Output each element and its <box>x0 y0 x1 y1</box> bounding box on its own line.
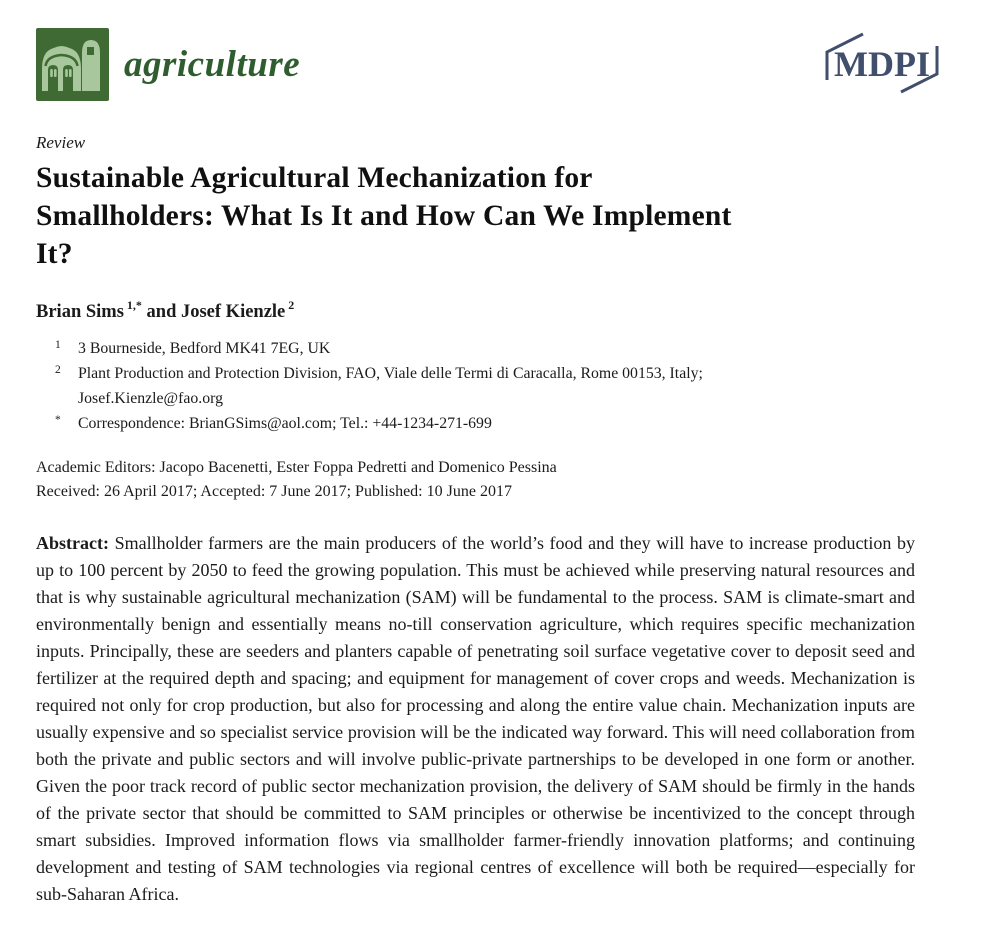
authors-connector: and <box>146 302 177 323</box>
affiliation-marker: 1 <box>55 339 61 352</box>
abstract-paragraph <box>36 530 915 908</box>
author-sup-2: 2 <box>288 298 295 312</box>
affiliation-line: Plant Production and Protection Division, FAO, Viale delle Termi di Caracalla, Rome 00153, Italy; <box>78 365 703 383</box>
affiliation-row <box>36 361 915 411</box>
authors-line <box>36 299 915 323</box>
correspondence-marker: * <box>55 414 61 427</box>
affiliation-marker: 2 <box>55 364 61 377</box>
abstract-text: Smallholder farmers are the main producers of the world’s food and they will have to increase production by up to 100 percent by 2050 to feed the growing population. This must be achieved while preserving natural resources and that is why sustainable agricultural mechanization (SAM) will be fundamental to the process. SAM is climate-smart and environmentally benign and essentially means no-till conservation agriculture, which requires specific mechanization inputs. Principally, these are seeders and planters capable of penetrating soil surface vegetative cover to deposit seed and fertilizer at the required depth and spacing; and equipment for management of cover crops and weeds. Mechanization is required not only for crop production, but also for processing and along the entire value chain. Mechanization inputs are usually expensive and so specialist service provision will be the indicated way forward. This will need collaboration from both the private and public sectors and will involve public-private partnerships to be developed in one form or another. Given the poor track record of public sector mechanization provision, the delivery of SAM should be firmly in the hands of the private sector that should be committed to SAM principles or otherwise be incentivized to the concept through smart subsidies. Improved information flows via smallholder farmer-friendly innovation platforms; and continuing development and testing of SAM technologies via regional centres of excellence will both be required—especially for sub-Saharan Africa. <box>36 533 916 905</box>
article-type-label: Review <box>36 133 86 152</box>
author-name-2: Josef Kienzle <box>180 302 286 323</box>
affiliation-line: 3 Bourneside, Bedford MK41 7EG, UK <box>78 340 331 358</box>
abstract-label: Abstract: <box>36 533 109 554</box>
affiliation-text <box>78 361 915 411</box>
correspondence-line: Correspondence: BrianGSims@aol.com; Tel.: +44-1234-271-699 <box>78 415 492 433</box>
affiliation-row <box>36 411 915 436</box>
agriculture-journal-logo <box>36 28 109 101</box>
mdpi-hexagon-icon <box>812 29 952 97</box>
affiliation-row <box>36 336 915 361</box>
mdpi-logo <box>812 29 952 102</box>
affiliation-text <box>78 336 915 361</box>
affiliations-list <box>36 336 915 436</box>
journal-name: agriculture <box>124 44 301 85</box>
dates-line: Received: 26 April 2017; Accepted: 7 June 2017; Published: 10 June 2017 <box>36 483 512 501</box>
affiliation-email: Josef.Kienzle@fao.org <box>78 390 223 408</box>
academic-editors-line: Academic Editors: Jacopo Bacenetti, Ester Foppa Pedretti and Domenico Pessina <box>36 459 557 477</box>
correspondence-text <box>78 411 915 436</box>
barn-icon <box>36 28 109 101</box>
editorial-info <box>36 456 915 504</box>
author-name-1: Brian Sims <box>36 302 124 323</box>
page-header <box>36 28 952 102</box>
journal-brand <box>36 28 300 101</box>
mdpi-wordmark: MDPI <box>834 44 930 84</box>
article-head <box>36 132 915 908</box>
author-sup-1: 1,* <box>126 298 142 312</box>
paper-title: Sustainable Agricultural Mechanization for Smallholders: What Is It and How Can We Implement It? <box>36 162 732 270</box>
